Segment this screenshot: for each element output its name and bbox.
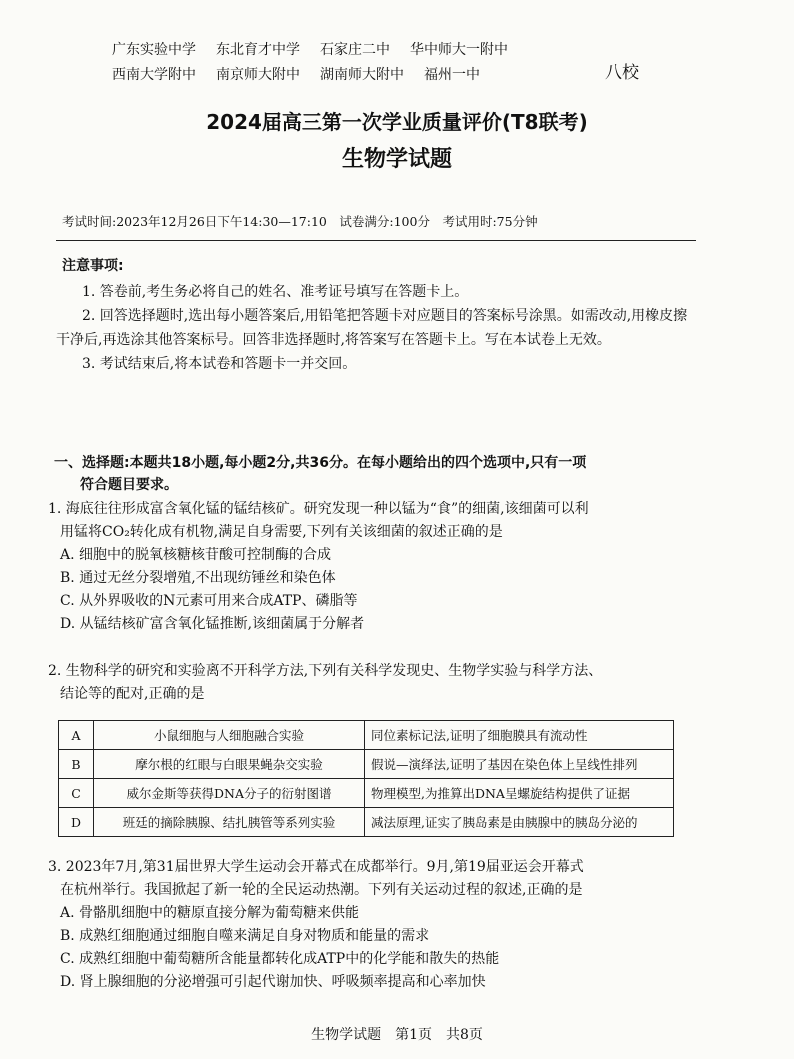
row-key: C: [59, 779, 94, 808]
question-2: [48, 660, 698, 706]
eight-schools-label: 八校: [605, 63, 639, 83]
table-row: [59, 721, 674, 750]
question-stem: 3. 2023年7月,第31届世界大学生运动会开幕式在成都举行。9月,第19届亚运会开幕式: [48, 859, 584, 875]
table-row: [59, 779, 674, 808]
question-3: [48, 856, 698, 994]
question-stem: 1. 海底往往形成富含氧化锰的锰结核矿。研究发现一种以锰为“食”的细菌,该细菌可以利: [48, 501, 589, 517]
option-b: B. 成熟红细胞通过细胞自噬来满足自身对物质和能量的需求: [60, 928, 430, 944]
section-heading: [54, 452, 694, 496]
school-name: 广东实验中学: [112, 42, 196, 58]
question-stem: 结论等的配对,正确的是: [60, 686, 205, 702]
row-method: 假说—演绎法,证明了基因在染色体上呈线性排列: [365, 750, 674, 779]
school-name: 福州一中: [424, 67, 480, 83]
page-footer: 生物学试题 第1页 共8页: [311, 1027, 483, 1043]
school-list: [112, 38, 672, 88]
exam-info: 考试时间:2023年12月26日下午14:30—17:10 试卷满分:100分 考试用时:75分钟: [62, 214, 538, 229]
notes-list: [56, 280, 696, 376]
option-d: D. 肾上腺细胞的分泌增强可引起代谢加快、呼吸频率提高和心率加快: [60, 974, 486, 990]
row-method: 减法原理,证实了胰岛素是由胰腺中的胰岛分泌的: [365, 808, 674, 837]
option-a: A. 骨骼肌细胞中的糖原直接分解为葡萄糖来供能: [60, 905, 360, 921]
school-name: 华中师大一附中: [410, 42, 508, 58]
school-name: 南京师大附中: [216, 67, 300, 83]
section-heading-line: 一、选择题:本题共18小题,每小题2分,共36分。在每小题给出的四个选项中,只有一项: [54, 455, 587, 471]
subject-title: 生物学试题: [341, 147, 452, 172]
school-name: 东北育才中学: [216, 42, 300, 58]
notes-heading: 注意事项:: [62, 258, 124, 274]
section-heading-line: 符合题目要求。: [80, 477, 178, 493]
row-experiment: 小鼠细胞与人细胞融合实验: [94, 721, 365, 750]
row-key: D: [59, 808, 94, 837]
school-name: 石家庄二中: [320, 42, 390, 58]
row-experiment: 摩尔根的红眼与白眼果蝇杂交实验: [94, 750, 365, 779]
question-1: [48, 498, 698, 636]
option-a: A. 细胞中的脱氧核糖核苷酸可控制酶的合成: [60, 547, 332, 563]
table-row: [59, 808, 674, 837]
row-method: 同位素标记法,证明了细胞膜具有流动性: [365, 721, 674, 750]
school-name: 西南大学附中: [112, 67, 196, 83]
divider: [56, 240, 696, 241]
school-row-2: [112, 63, 672, 88]
row-method: 物理模型,为推算出DNA呈螺旋结构提供了证据: [365, 779, 674, 808]
note-item: 1. 答卷前,考生务必将自己的姓名、准考证号填写在答题卡上。: [82, 284, 469, 300]
note-item: 3. 考试结束后,将本试卷和答题卡一并交回。: [82, 356, 357, 372]
table-row: [59, 750, 674, 779]
question-stem: 用锰将CO₂转化成有机物,满足自身需要,下列有关该细菌的叙述正确的是: [60, 524, 503, 540]
row-experiment: 班廷的摘除胰腺、结扎胰管等系列实验: [94, 808, 365, 837]
question-stem: 在杭州举行。我国掀起了新一轮的全民运动热潮。下列有关运动过程的叙述,正确的是: [60, 882, 583, 898]
exam-title: 2024届高三第一次学业质量评价(T8联考): [206, 110, 588, 134]
question-stem: 2. 生物科学的研究和实验离不开科学方法,下列有关科学发现史、生物学实验与科学方法、: [48, 663, 603, 679]
row-key: A: [59, 721, 94, 750]
note-item: 2. 回答选择题时,选出每小题答案后,用铅笔把答题卡对应题目的答案标号涂黑。如需改动,用橡皮擦干净后,再选涂其他答案标号。回答非选择题时,将答案写在答题卡上。写在本试卷上无效。: [56, 308, 688, 348]
row-key: B: [59, 750, 94, 779]
school-row-1: [112, 38, 672, 63]
option-d: D. 从锰结核矿富含氧化锰推断,该细菌属于分解者: [60, 616, 365, 632]
option-b: B. 通过无丝分裂增殖,不出现纺锤丝和染色体: [60, 570, 336, 586]
school-name: 湖南师大附中: [320, 67, 404, 83]
option-c: C. 成熟红细胞中葡萄糖所含能量都转化成ATP中的化学能和散失的热能: [60, 951, 500, 967]
pairing-table: [58, 720, 674, 837]
option-c: C. 从外界吸收的N元素可用来合成ATP、磷脂等: [60, 593, 358, 609]
row-experiment: 威尔金斯等获得DNA分子的衍射图谱: [94, 779, 365, 808]
